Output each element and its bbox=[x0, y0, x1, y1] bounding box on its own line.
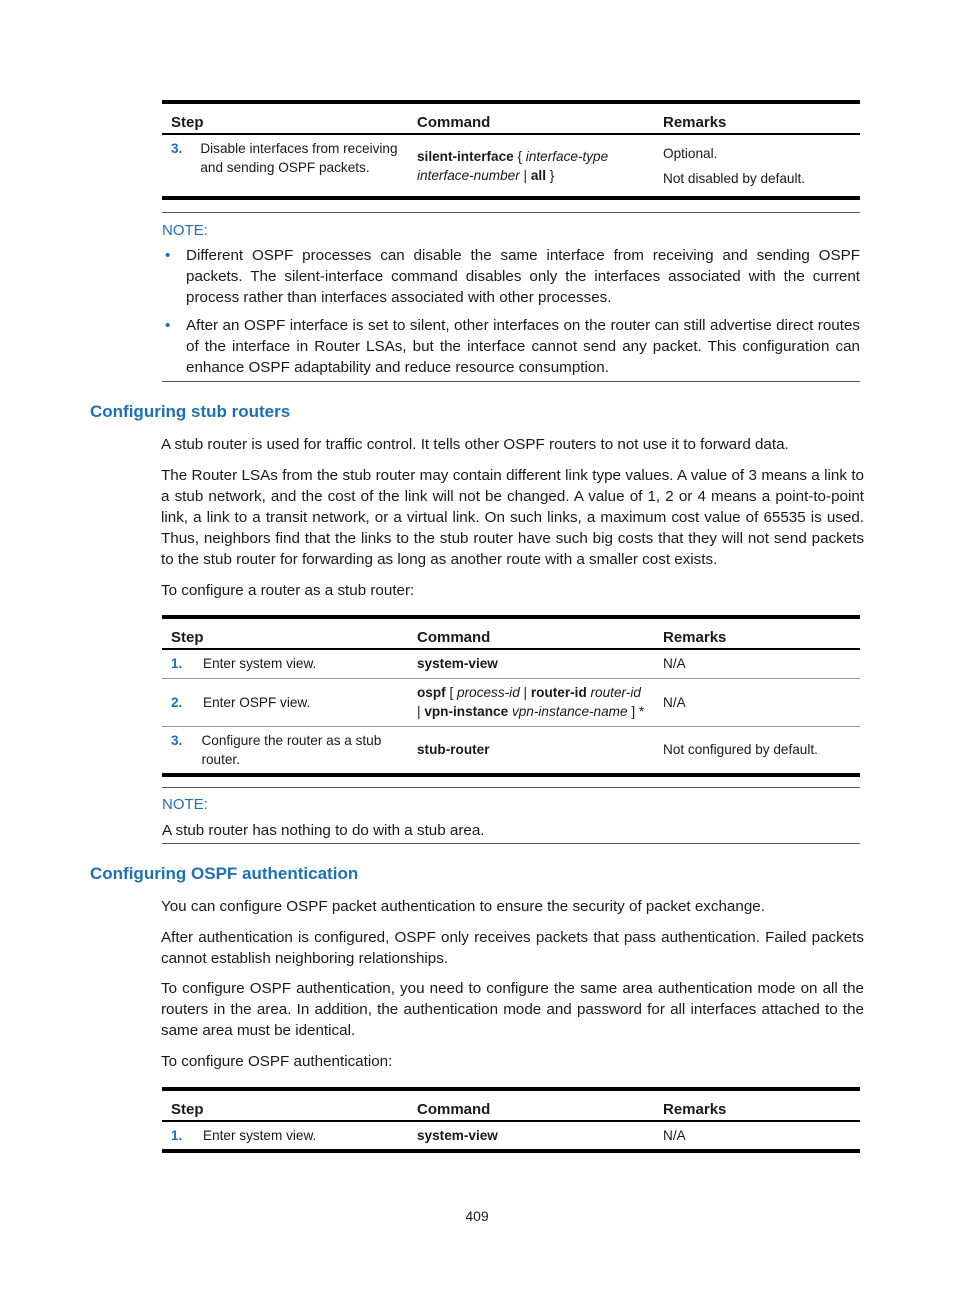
command-keyword: silent-interface bbox=[417, 148, 514, 164]
command-argument: router-id bbox=[590, 685, 641, 700]
command-keyword: all bbox=[530, 167, 546, 183]
command-argument: interface-type interface-number bbox=[417, 148, 609, 183]
header-step: Step bbox=[171, 629, 204, 646]
paragraph: The Router LSAs from the stub router may contain different link type values. A value of 3 means a link to a stub network, and the cost of the link will not be changed. A value of 1, 2 or 4 means a point-to-point link, a link to a transit network, or a virtual link. On such links, a maximum cost value of 65535 is used. Thus, neighbors find that the links to the stub router have such big costs that they will not send packets to the stub router for forwarding as long as another route with a smaller cost exists. bbox=[161, 467, 864, 568]
note-box bbox=[162, 787, 860, 844]
note-item bbox=[162, 245, 860, 308]
step-number: 3. bbox=[171, 141, 183, 156]
remarks-cell: N/A bbox=[663, 1128, 686, 1143]
step-text: Configure the router as a stub router. bbox=[201, 732, 382, 767]
command-text: [ bbox=[445, 685, 458, 700]
step-number: 2. bbox=[171, 694, 183, 710]
table-row bbox=[162, 726, 860, 775]
note-item-text: After an OSPF interface is set to silent, other interfaces on the router can still advertise direct routes of the interface in Router LSAs, but the interface cannot send any packet. This configuration can enhance OSPF adaptability and reduce resource consumption. bbox=[186, 317, 860, 376]
bullet-icon: • bbox=[165, 247, 171, 264]
step-cell bbox=[162, 1121, 408, 1151]
table-header-row bbox=[162, 102, 860, 134]
section-heading-stub-routers: Configuring stub routers bbox=[90, 402, 291, 421]
table-row bbox=[162, 1121, 860, 1151]
step-text: Enter system view. bbox=[203, 1128, 317, 1143]
command-text: | bbox=[519, 167, 531, 183]
remarks-cell: N/A bbox=[663, 694, 686, 710]
step-text: Enter OSPF view. bbox=[203, 694, 311, 710]
header-remarks: Remarks bbox=[663, 114, 727, 131]
section-heading-ospf-authentication: Configuring OSPF authentication bbox=[90, 864, 359, 883]
note-text: A stub router has nothing to do with a stub area. bbox=[162, 822, 485, 839]
command-cell bbox=[408, 649, 654, 678]
command-keyword: system-view bbox=[417, 656, 498, 672]
table-row bbox=[162, 678, 860, 726]
command-keyword: ospf bbox=[417, 685, 446, 700]
table-row bbox=[162, 134, 860, 198]
header-command: Command bbox=[417, 1101, 491, 1118]
command-text: | bbox=[519, 685, 531, 700]
header-step: Step bbox=[171, 1101, 204, 1118]
command-argument: vpn-instance-name bbox=[511, 704, 628, 719]
step-cell bbox=[162, 649, 408, 678]
command-cell bbox=[408, 134, 654, 198]
header-command: Command bbox=[417, 629, 491, 646]
step-cell bbox=[162, 134, 408, 198]
step-number: 1. bbox=[171, 1128, 183, 1143]
note-list bbox=[162, 245, 860, 378]
command-keyword: system-view bbox=[417, 1128, 498, 1143]
command-cell bbox=[408, 726, 654, 775]
remarks-cell: N/A bbox=[663, 656, 686, 672]
note-item bbox=[162, 315, 860, 378]
remarks-cell bbox=[654, 134, 860, 198]
remark-line: Not disabled by default. bbox=[663, 170, 806, 186]
note-label: NOTE: bbox=[162, 796, 208, 813]
remark-line: Optional. bbox=[663, 145, 718, 161]
note-box bbox=[162, 212, 860, 382]
command-text: { bbox=[513, 148, 526, 164]
remarks-cell: Not configured by default. bbox=[663, 742, 818, 757]
paragraph: To configure OSPF authentication, you need to configure the same area authentication mode on all the routers in the area. In addition, the authentication mode and password for all interfaces attached to the same area must be identical. bbox=[161, 980, 864, 1039]
paragraph: A stub router is used for traffic control. It tells other OSPF routers to not use it to forward data. bbox=[161, 436, 789, 453]
command-text: | bbox=[417, 704, 425, 719]
table-silent-interface bbox=[162, 100, 860, 200]
command-keyword: router-id bbox=[530, 685, 587, 700]
command-keyword: stub-router bbox=[417, 742, 490, 757]
header-remarks: Remarks bbox=[663, 1101, 727, 1118]
step-number: 3. bbox=[171, 732, 183, 748]
command-text: ] * bbox=[627, 704, 645, 719]
table-header-row bbox=[162, 1089, 860, 1121]
header-remarks: Remarks bbox=[663, 629, 727, 646]
paragraph: After authentication is configured, OSPF only receives packets that pass authentication. Failed packets cannot establish neighboring relationships. bbox=[161, 929, 864, 967]
bullet-icon: • bbox=[165, 317, 171, 334]
paragraph: To configure OSPF authentication: bbox=[161, 1053, 393, 1070]
step-text: Disable interfaces from receiving and sending OSPF packets. bbox=[200, 141, 398, 175]
command-text: } bbox=[545, 167, 555, 183]
step-text: Enter system view. bbox=[203, 656, 317, 672]
header-step: Step bbox=[171, 114, 204, 131]
paragraph: To configure a router as a stub router: bbox=[161, 582, 415, 599]
command-cell bbox=[408, 678, 654, 726]
table-ospf-authentication bbox=[162, 1087, 860, 1153]
command-keyword: vpn-instance bbox=[424, 704, 509, 719]
step-cell bbox=[162, 678, 408, 726]
table-header-row bbox=[162, 617, 860, 649]
note-label: NOTE: bbox=[162, 222, 208, 239]
paragraph: You can configure OSPF packet authentication to ensure the security of packet exchange. bbox=[161, 898, 765, 915]
page-number: 409 bbox=[465, 1208, 489, 1224]
step-number: 1. bbox=[171, 656, 183, 672]
command-argument: process-id bbox=[457, 685, 520, 700]
note-item-text: Different OSPF processes can disable the same interface from receiving and sending OSPF packets. The silent-interface command disables only the interfaces associated with the current process rather than interfaces associated with other processes. bbox=[186, 247, 860, 306]
command-cell bbox=[408, 1121, 654, 1151]
header-command: Command bbox=[417, 114, 491, 131]
step-cell bbox=[162, 726, 408, 775]
table-row bbox=[162, 649, 860, 678]
table-stub-router bbox=[162, 615, 860, 777]
